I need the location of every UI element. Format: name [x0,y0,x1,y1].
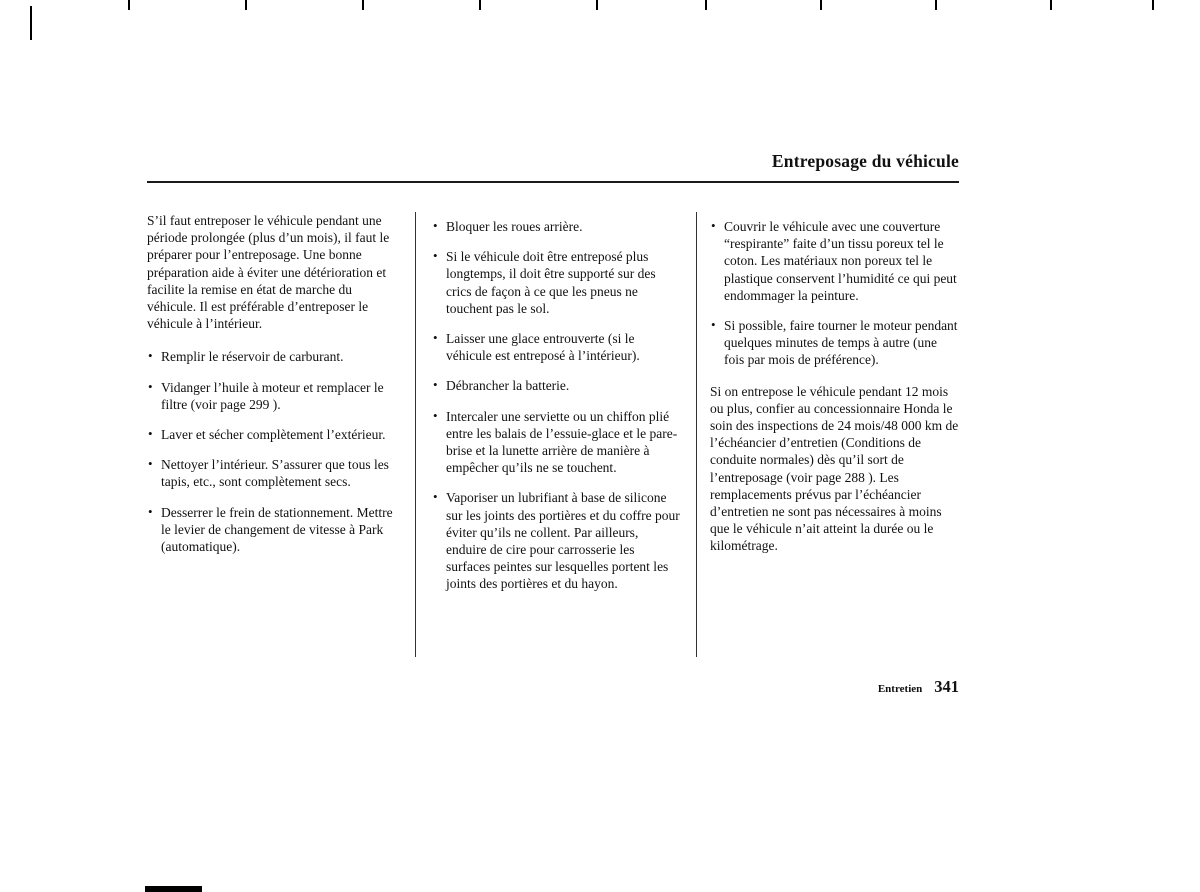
list-item: • Couvrir le véhicule avec une couverture “respirante” faite d’un tissu poreux tel le coton. Les matériaux non poreux tel le plastique conservent l’humidité ce qui peut endommager la peinture. [710,218,959,304]
scan-mark [705,0,707,10]
scan-mark [245,0,247,10]
scan-mark [30,6,32,40]
column-2 [415,212,696,657]
list-item: • Remplir le réservoir de carburant. [147,348,399,365]
intro-paragraph: S’il faut entreposer le véhicule pendant une période prolongée (plus d’un mois), il faut le préparer pour l’entreposage. Une bonne préparation aide à éviter une détérioration et facilite la remise en état de marche du véhicule. Il est préférable d’entreposer le véhicule à l’intérieur. [147,213,390,332]
bullet-list-3 [710,218,959,369]
scan-mark [1050,0,1052,10]
scan-mark [1152,0,1154,10]
list-item: • Laisser une glace entrouverte (si le véhicule est entreposé à l’intérieur). [432,330,680,364]
footer-section-label: Entretien [877,683,923,695]
list-item: • Nettoyer l’intérieur. S’assurer que tous les tapis, etc., sont complètement secs. [147,456,399,490]
outro-paragraph: Si on entrepose le véhicule pendant 12 mois ou plus, confier au concessionnaire Honda le soin des inspections de 24 mois/48 000 km de l’échéancier d’entretien (Conditions de conduite normales) dès qu’il sort de l’entreposage (voir page 288 ). Les remplacements prévus par l’échéancier d’entretien ne sont pas nécessaires à moins que le véhicule n’ait atteint la durée ou le kilométrage. [710,383,959,554]
column-1 [147,212,415,657]
list-item: • Si le véhicule doit être entreposé plus longtemps, il doit être supporté sur des crics de façon à ce que les pneus ne touchent pas le sol. [432,248,680,317]
scan-mark [362,0,364,10]
scan-mark [128,0,130,10]
column-3 [696,212,959,657]
list-item: • Laver et sécher complètement l’extérieur. [147,426,399,443]
list-item: • Si possible, faire tourner le moteur pendant quelques minutes de temps à autre (une fois par mois de préférence). [710,317,959,369]
page-number: 341 [934,677,959,696]
list-item: • Intercaler une serviette ou un chiffon plié entre les balais de l’essuie-glace et le pare-brise et la lunette arrière de manière à empêcher qu’ils ne se touchent. [432,408,680,477]
scan-mark [935,0,937,10]
scan-mark [820,0,822,10]
list-item: • Desserrer le frein de stationnement. Mettre le levier de changement de vitesse à Park (automatique). [147,504,399,556]
list-item: • Bloquer les roues arrière. [432,218,680,235]
scan-mark [596,0,598,10]
page-title: Entreposage du véhicule [771,151,959,171]
page-footer [878,677,959,697]
scan-mark [479,0,481,10]
bullet-list-2 [432,218,680,593]
list-item: • Vidanger l’huile à moteur et remplacer le filtre (voir page 299 ). [147,379,399,413]
header-rule [147,181,959,183]
list-item: • Débrancher la batterie. [432,377,680,394]
bullet-list-1 [147,348,399,555]
content-columns [147,212,959,657]
list-item: • Vaporiser un lubrifiant à base de silicone sur les joints des portières et du coffre pour éviter qu’ils ne collent. Par ailleurs, enduire de cire pour carrosserie les surfaces peintes sur lesquelles portent les joints des portières et du hayon. [432,489,680,592]
scan-mark [145,886,202,892]
